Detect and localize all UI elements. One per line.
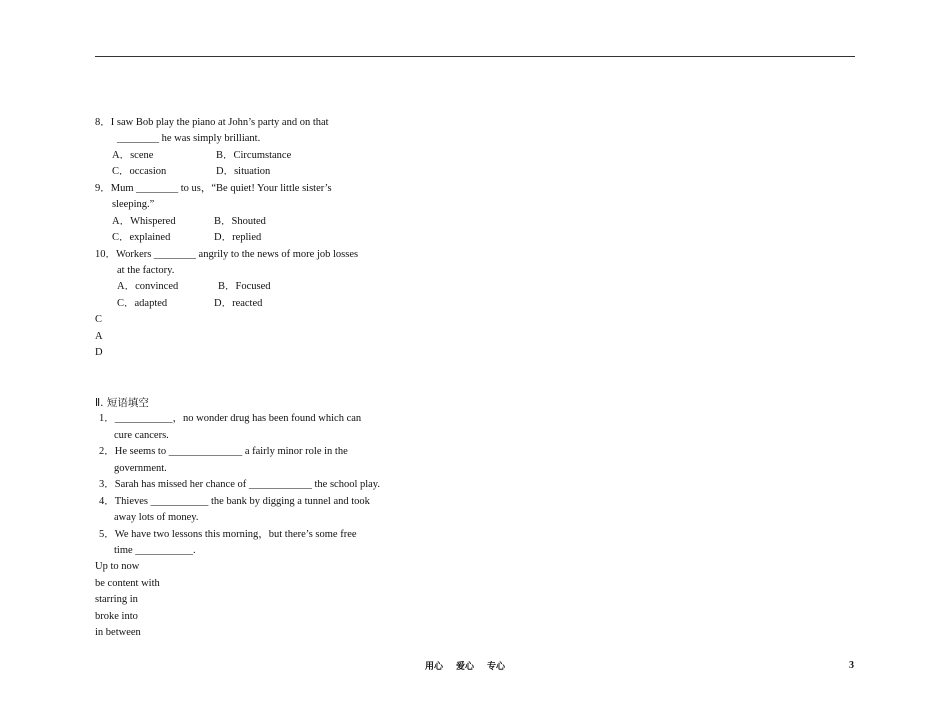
header-rule — [95, 56, 855, 57]
q10-stem-line1: 10．Workers ________ angrily to the news of more job losses — [95, 249, 359, 260]
phrase-answer-5: in between — [95, 627, 141, 638]
phrase-answer-1: Up to now — [95, 561, 140, 572]
q8-option-a: A．scene — [112, 150, 154, 161]
phrase-q3-line1: 3．Sarah has missed her chance of ____________ the school play. — [99, 479, 381, 490]
phrase-q4-line2: away lots of money. — [114, 512, 199, 523]
q9-option-d: D．replied — [214, 232, 262, 243]
q9-stem-line1: 9．Mum ________ to us，“Be quiet! Your little sister’s — [95, 183, 332, 194]
q9-stem-line2: sleeping.” — [112, 199, 155, 210]
q10-option-d: D．reacted — [214, 298, 263, 309]
phrase-q4-line1: 4．Thieves ___________ the bank by digging a tunnel and took — [99, 496, 370, 507]
q8-stem-line2: ________ he was simply brilliant. — [117, 133, 261, 144]
q9-option-b: B．Shouted — [214, 216, 266, 227]
q10-stem-line2: at the factory. — [117, 265, 175, 276]
q9-option-c: C．explained — [112, 232, 171, 243]
q10-option-a: A．convinced — [117, 281, 179, 292]
footer-text-3: 专心 — [487, 662, 506, 672]
answer-q8: C — [95, 314, 103, 325]
q8-option-d: D．situation — [216, 166, 271, 177]
footer-text-2: 爱心 — [456, 662, 475, 672]
phrase-q2-line2: government. — [114, 463, 167, 474]
phrase-q1-line2: cure cancers. — [114, 430, 169, 441]
page-number: 3 — [849, 660, 854, 671]
q8-stem-line1: 8．I saw Bob play the piano at John’s party and on that — [95, 117, 329, 128]
answer-q10: D — [95, 347, 103, 358]
q8-option-b: B．Circumstance — [216, 150, 292, 161]
q10-option-b: B．Focused — [218, 281, 271, 292]
q10-option-c: C．adapted — [117, 298, 168, 309]
answer-q9: A — [95, 331, 103, 342]
phrase-q5-line2: time ___________. — [114, 545, 196, 556]
phrase-answer-4: broke into — [95, 611, 138, 622]
section-title: Ⅱ. 短语填空 — [95, 397, 149, 409]
footer-text-1: 用心 — [425, 662, 444, 672]
phrase-answer-2: be content with — [95, 578, 160, 589]
q9-option-a: A．Whispered — [112, 216, 176, 227]
phrase-q2-line1: 2．He seems to ______________ a fairly minor role in the — [99, 446, 348, 457]
phrase-q1-line1: 1．___________，no wonder drug has been found which can — [99, 413, 362, 424]
phrase-q5-line1: 5．We have two lessons this morning，but there’s some free — [99, 529, 357, 540]
q8-option-c: C．occasion — [112, 166, 167, 177]
phrase-answer-3: starring in — [95, 594, 138, 605]
